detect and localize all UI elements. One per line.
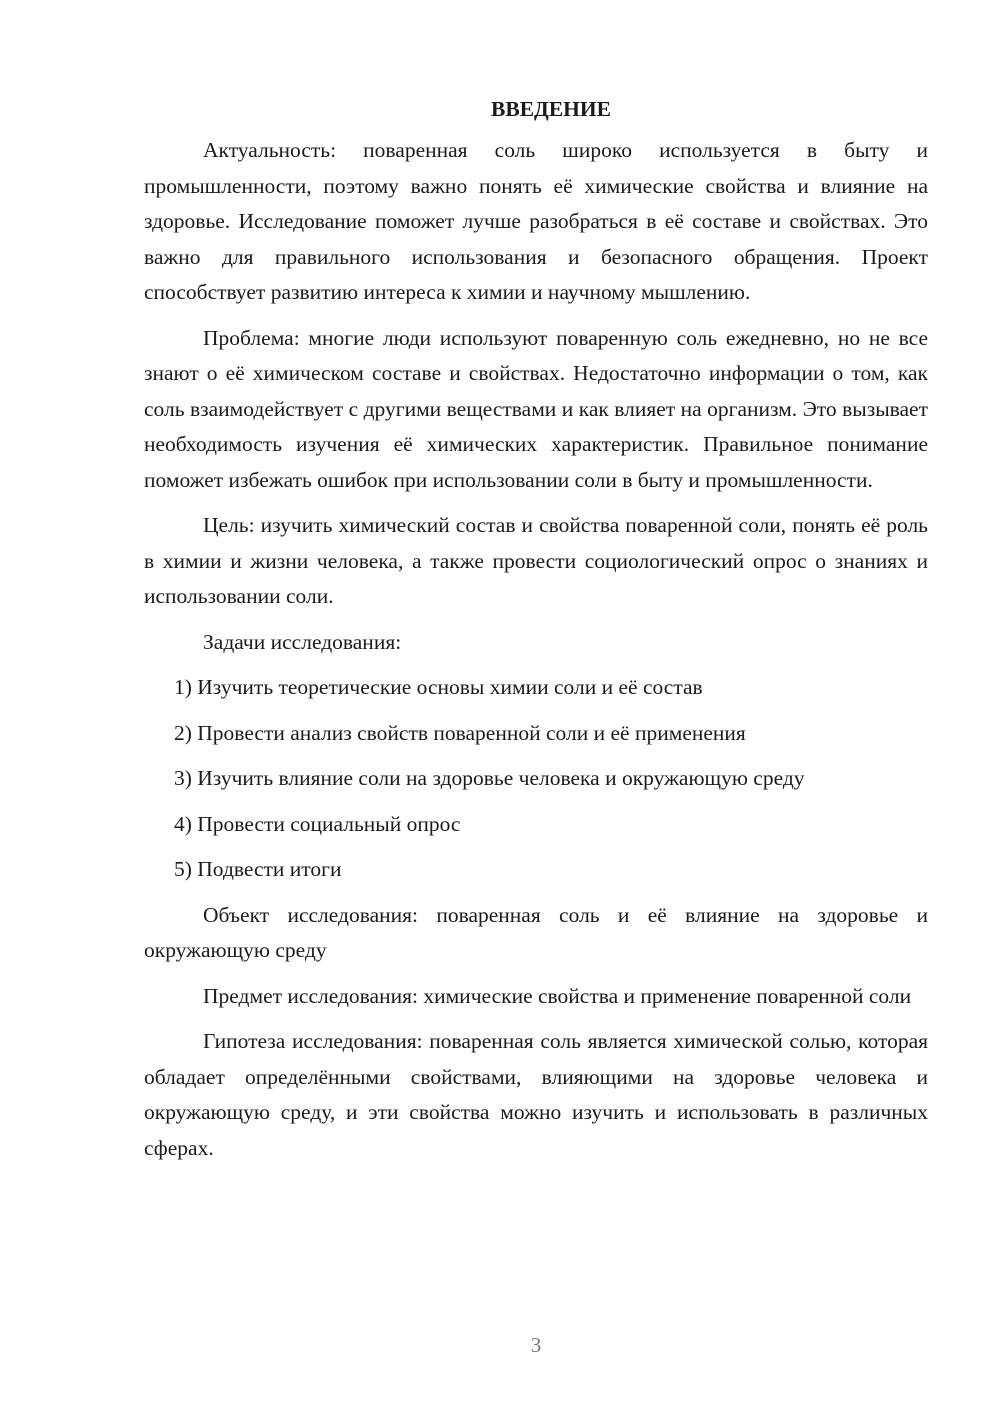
page-number: 3 (530, 1333, 542, 1357)
task-item: 2) Провести анализ свойств поваренной соли и её применения (174, 720, 746, 745)
document-page (144, 92, 928, 1176)
problem-paragraph: Проблема: многие люди используют поваренную соль ежедневно, но не все знают о её химическом составе и свойствах. Недостаточно информации о том, как соль взаимодействует с другими веществами и как влияет на организм. Это вызывает необходимость изучения её химических характеристик. Правильное понимание поможет избежать ошибок при использовании соли в быту и промышленности. (144, 325, 928, 492)
hypothesis-paragraph: Гипотеза исследования: поваренная соль является химической солью, которая обладает определёнными свойствами, влияющими на здоровье человека и окружающую среду, и эти свойства можно изучить и использовать в различных сферах. (144, 1029, 928, 1160)
goal-paragraph: Цель: изучить химический состав и свойства поваренной соли, понять её роль в химии и жизни человека, а также провести социологический опрос о знаниях и использовании соли. (144, 513, 928, 608)
object-paragraph: Объект исследования: поваренная соль и её влияние на здоровье и окружающую среду (144, 902, 928, 962)
task-item: 5) Подвести итоги (174, 857, 342, 881)
tasks-title: Задачи исследования: (203, 629, 402, 654)
task-item: 3) Изучить влияние соли на здоровье человека и окружающую среду (174, 766, 805, 790)
task-item: 4) Провести социальный опрос (174, 811, 461, 836)
relevance-paragraph: Актуальность: поваренная соль широко используется в быту и промышленности, поэтому важно понять её химические свойства и влияние на здоровье. Исследование поможет лучше разобраться в её составе и свойствах. Это важно для правильного использования и безопасного обращения. Проект способствует развитию интереса к химии и научному мышлению. (144, 138, 928, 304)
task-item: 1) Изучить теоретические основы химии соли и её состав (174, 675, 703, 699)
section-heading: ВВЕДЕНИЕ (491, 97, 611, 121)
tasks-list (144, 670, 928, 888)
subject-paragraph: Предмет исследования: химические свойства и применение поваренной соли (203, 983, 912, 1008)
